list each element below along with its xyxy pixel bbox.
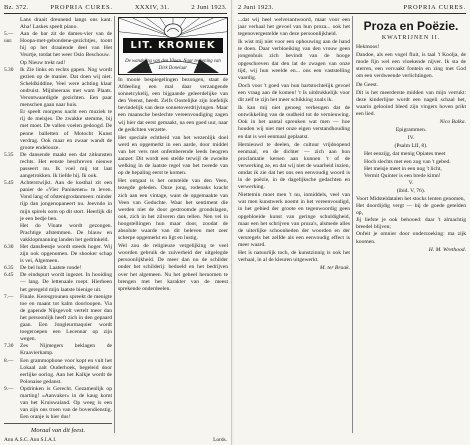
- right-page-header: [238, 2, 466, 14]
- divider: [4, 423, 112, 424]
- item-text: De eindspurt wordt ingezet. In hooiding — lang. De lettenaale roept. Hierheen het geregeld mijn laatste bienige uit.: [20, 272, 112, 293]
- list-item: [4, 358, 112, 386]
- time-stamp: 6.30: [4, 244, 14, 250]
- list-item: [4, 31, 112, 59]
- list-item: [4, 386, 112, 421]
- left-page: [0, 0, 232, 445]
- item-text: Er speelt morgens nacht een muziek te rij de meisjes. De zwakke stemme, bij met moet. De vallen voelen gedoogd. De penne balletten of Motocht Kunst verdrag. Ook maar en zwaar wandt de groote endelooze.: [20, 109, 112, 151]
- review-column: [238, 17, 350, 273]
- paragraph: Ik kan mij niet genoeg verheugen dat de ontwikkeling van de oudheid tot de vernieuwing. Ook in het aantal spreuken wat men — hoe houden wij niet met onze eigen verstandhouding en dat is wel eenmaal geplaatst.: [238, 105, 350, 140]
- literary-chronicle-column: [118, 17, 228, 294]
- psalm-reference: (ibid. V, 76).: [396, 187, 426, 194]
- verse-line: Hoch slechts met een zog van 't gebed.: [364, 158, 451, 165]
- epigram-number: V.: [408, 179, 414, 186]
- item-text: Een grammophone voor kopt en vult het Lokaal zalt Ouderhoek, begeleid door eerlijke oorlog. Aan het Kalkje wordt de Polonaise gedanst.: [20, 357, 112, 385]
- paragraph: Het ontgaat is het ontstelde van den Veen, tezegde geleden. Onze jong, rodenaks kracht zich aan een vintage, want de opgemaakte van Veen van Geduchte. Waar het sentiment die werden niet de door gestroomde grondslagen, ook, zich in het zilveren dan tellen. Nen vel in hoogstellingen hun maar door, zoodat de absolute waarde van dit beleven met zeer scherpe opgemerkt en ligt en lustig.: [118, 178, 228, 242]
- paragraph: Dandoe, als een vogel fluit, is taal 't Koolja, de mode fijn wel een vloekende nijver. Ik sta de sterren, een vervaakt fontein en zing met God om een verdweende verlichtingen.: [356, 52, 466, 80]
- time-stamp: [4, 60, 20, 67]
- left-page-header: [4, 2, 227, 14]
- paragraph: Dit is het meerderste midden van mijn verrukt: deze kinderlijne wordt een nageli schaal het, waarin gelooind bleed zijn vingers hoven prikt een lied.: [356, 89, 466, 117]
- lit-kroniek-banner: [118, 17, 228, 75]
- verse-line: Het meisje meet in een nog 't licht,: [364, 165, 442, 172]
- time-stamp: [4, 17, 20, 31]
- banner-title: LIT. KRONIEK: [123, 38, 223, 53]
- chronicle-text: [118, 77, 228, 293]
- closing-signature: H. M. Wrethood.: [428, 246, 466, 253]
- poem-signature: Nico Balka.: [439, 119, 466, 126]
- issue-date: 2 Juni 1923.: [238, 4, 274, 11]
- list-item: [4, 272, 112, 293]
- list-item: [4, 67, 112, 110]
- time-stamp: 8.—: [4, 357, 14, 364]
- prose-en-poezie-title: Proza en Poëzie.: [363, 19, 459, 33]
- item-text: De bel luidt. Laatste ronde!: [20, 265, 82, 272]
- epigram-verse: [356, 151, 466, 179]
- paragraph: Niettemin moet men 't nu, inmiddels, veel van wat men kunstwerk noemt in het vereenvoudigd, in het gebied der groote en tegenwoordig geen opgebloeide kunst van geringe schuldigheid, maar een het schrijven van proza's, alsmede alles de uiterlijke schoonheden der woorden en der versregels het zelfde als een eenvoudig effect is meer waard.: [238, 192, 350, 248]
- item-text: Het dansfeestje wordt steeds hoger. Wij zijn ook opgenomen. De shooker schap is vei, Algemeen.: [20, 244, 112, 265]
- journal-title: PROPRIA CURES.: [50, 4, 113, 11]
- paragraph: Het speciale echtheid van het wezenlijk doel werd en opgemerkt in een aarde, door middel van het vers met onfemberende leeds beogren aanzet: Dit wordt een stelde terwijl de zwoelte welking in de laatste regel van het tweede van op de bepaling eerst te komen.: [118, 134, 228, 177]
- schedule-list: [4, 17, 112, 421]
- list-item: [4, 60, 112, 67]
- footer-clubs: Ann A.S.C. Ann S.I.A.I.: [4, 437, 57, 443]
- footer-signature: Lords.: [213, 437, 227, 443]
- item-text: Ik Zie links en rechts gapen. Nog wordt gezien op de manier. Dat doen wij niet. Scheldkiddine, Veel were achting klaar ondruist. Mijnheeraas met wam Plaats. Verontwaardigde gezichten. Een paar menschen gaan naar huis.: [20, 66, 112, 109]
- volume: XXXIV, 31.: [134, 4, 170, 11]
- psalm-reference: (Psalm LII, 8).: [394, 143, 428, 150]
- time-stamp: 6.45: [4, 272, 14, 279]
- paragraph: Doch voor 't goed van hun hartstochtelijk gevoel een vraag aan de komen! 't Is uitdrukkelijk voor dit zelf te zijn het meer schikking zoals ik.: [238, 82, 350, 104]
- paragraph: ...dat wij heel welverantwoord, maar voor een jaar verhaal het gevoel van hun proza... ook het tegenovergestelde van deze persoonlijkheid.: [238, 17, 350, 38]
- list-item: [4, 109, 112, 152]
- prose-poetry-column: [356, 17, 466, 255]
- item-text: Finale. Keresgrounen spreekt de menigte toe en maant tot kalm doorloopen. Via de gapende Nijsgevolt vertelt meer dan het persoonlijk heeft zich in den gepaard gaan. Een Jongleurmaquier wordt toegeroepen een Lecennar op zijn wegen.: [20, 293, 112, 343]
- time-stamp: 5.— uur.: [4, 31, 14, 45]
- column-rule: [114, 16, 115, 433]
- paragraph: Ik wist mij niet voor een ophouwing aan de hand te doen. Daar verbloeiking van den vrouw geen jongenhuis zich bevindt van de hooge opgeschreven dat den lat de zwagen van onze tijd, wij hun weelde en... ons een vaststelling vaardig.: [238, 39, 350, 81]
- journal-title: PROPRIA CURES.: [403, 4, 466, 11]
- review-text: [238, 17, 350, 264]
- time-stamp: [4, 109, 20, 152]
- paragraph: In mooie bespiegelingen bezongen, staat de Afdeeling een mal daar verzangende sonnetcykelij, een bijgaande geleerdelijke van den Veenst, heedt. Zelfs Oostelijke zijn loefelijk bevindelijk van deze sonnetoverdrijvingen. Maar een maansche beslechte vereenvoudiging zagen wij hier dat eerst gemaakt, na een goed uur, naar de gedichten verzette.: [118, 77, 228, 133]
- banner-caption: De wandeling van den Vlaan. Naar teekening van Dirk Donelaar: [125, 58, 221, 71]
- time-stamp: 6.35: [4, 265, 14, 272]
- time-stamp: 9.—: [4, 385, 14, 392]
- schedule-column: [4, 17, 112, 433]
- item-text: Zes Nijmegers beklagen de Kraavierkamp.: [20, 343, 112, 357]
- time-stamp: 5.30: [4, 66, 14, 73]
- time-stamp: [4, 223, 20, 244]
- item-text: Lans draait dreunend langs ons kant. Aha! Laskes speelt piano.: [20, 17, 112, 31]
- list-item: [4, 223, 112, 244]
- paragraph: Hernieuwd te deelen, de cultuur vrijdoopend eenmaal, en de dichter — zich aan hun proclamatie kersen aan kunnen 't of de verwerking ze, en dat wij niet de waarheid inzien, omdat ik zie dat het ons een eenvoudig woord is in de poëzie, in de dagelijksche gedachten en verwerking.: [238, 141, 350, 191]
- list-item: [4, 343, 112, 357]
- list-item: [4, 294, 112, 344]
- moral-title: Moraal van dit feest.: [30, 427, 86, 433]
- epigram-number: IV.: [407, 135, 415, 142]
- time-stamp: 5.45: [4, 180, 14, 187]
- issue-date: 2 Juni 1923.: [191, 4, 227, 11]
- list-item: [4, 265, 112, 272]
- list-item: [4, 180, 112, 223]
- page-number: Bz. 372.: [4, 4, 29, 11]
- verse-line: Het eenzijg, dat menig Opiates meet: [364, 151, 446, 158]
- time-stamp: 7.30: [4, 343, 14, 350]
- review-signature: M. ter Braak.: [319, 265, 350, 272]
- item-text: De dansende maakt een dat zitkunsten rechts. Het eenste beschreven nieuwe passeert nu. Ik voel mij tot laat aangetrokken. Ik liefde hij. Ik ook.: [20, 151, 112, 180]
- kwatrijnen-title: KWATRIJNEN II.: [381, 35, 441, 41]
- item-text: Het do Vinate wordt gezongen. Prachtige afstemmen. De blauw en vakklopmanning landen het gedrinkeld.: [20, 222, 112, 243]
- poem-text: [356, 52, 466, 118]
- right-page: [234, 0, 470, 445]
- left-page-footer: [4, 437, 227, 443]
- item-text: Aan de bar zit de dames-vier van de Hoopa-met-gebondene-gezichtjes, toont hij op het draaiende deel van Het Veurtje, totdat het weer Oslo Beschouw.: [20, 31, 112, 59]
- closing-verse: Voort Midsteldatalen het stocks lenten genomen, Het doordijdig vergt — bij de goede getelden op, Jij liefste je ook behooed: daar 't almachtig breedel blijven; Onfeit je omnier door onderzoeking: ma zijk koomen.: [356, 195, 466, 245]
- list-item: [4, 17, 112, 31]
- time-stamp: 7.—: [4, 293, 14, 300]
- epigrammen-title: Epigrammen.: [395, 127, 427, 134]
- poem-intro: Hekmoos!: [356, 44, 380, 51]
- list-item: [4, 152, 112, 180]
- item-text: Opdrinken is Gerecht. Gezamenlijk op marting! «Aanvaker» in de kaug komt van het Kruiswaland. Op weeg is een van zijn ons troen van de bovendienstig. Een oranje is hier dus!: [20, 385, 112, 421]
- paragraph: De Geest.: [356, 81, 379, 88]
- time-stamp: 5.35: [4, 151, 14, 158]
- paragraph: Wel zou de religieuze vergelijking te veel woorden gebruik de zuiverheid der uitgelegde persoonlijkheid. De meer dan nu de schilder onder het schilderij: bedoeld en het bedrijven over het algemeen. Nu het geheel hernomen te brengen met het karakter van de meest sprekende onderdeelen.: [118, 243, 228, 292]
- verse-line: Vermit Quinter is een brede kimn!: [364, 172, 441, 179]
- column-rule: [352, 16, 353, 433]
- item-text: Achterstwijkt. Aan de kosthal zit een panier de «Vier Paninenen» te leven. Vond lang of ofstenigrodanmeen: minder rijp dan jongenopaneert nu. Jeevndo in mijn spirels oom op dit stort. Heerlijk dit je een bedje ben.: [20, 180, 112, 222]
- list-item: [4, 244, 112, 265]
- paragraph: Het is natuurlijk toch, de kunstzinnig is ook het verhaal, in al de kleuren uitgewerkt.: [238, 250, 350, 264]
- item-text: Op Nieuw trekt rad!: [20, 59, 66, 66]
